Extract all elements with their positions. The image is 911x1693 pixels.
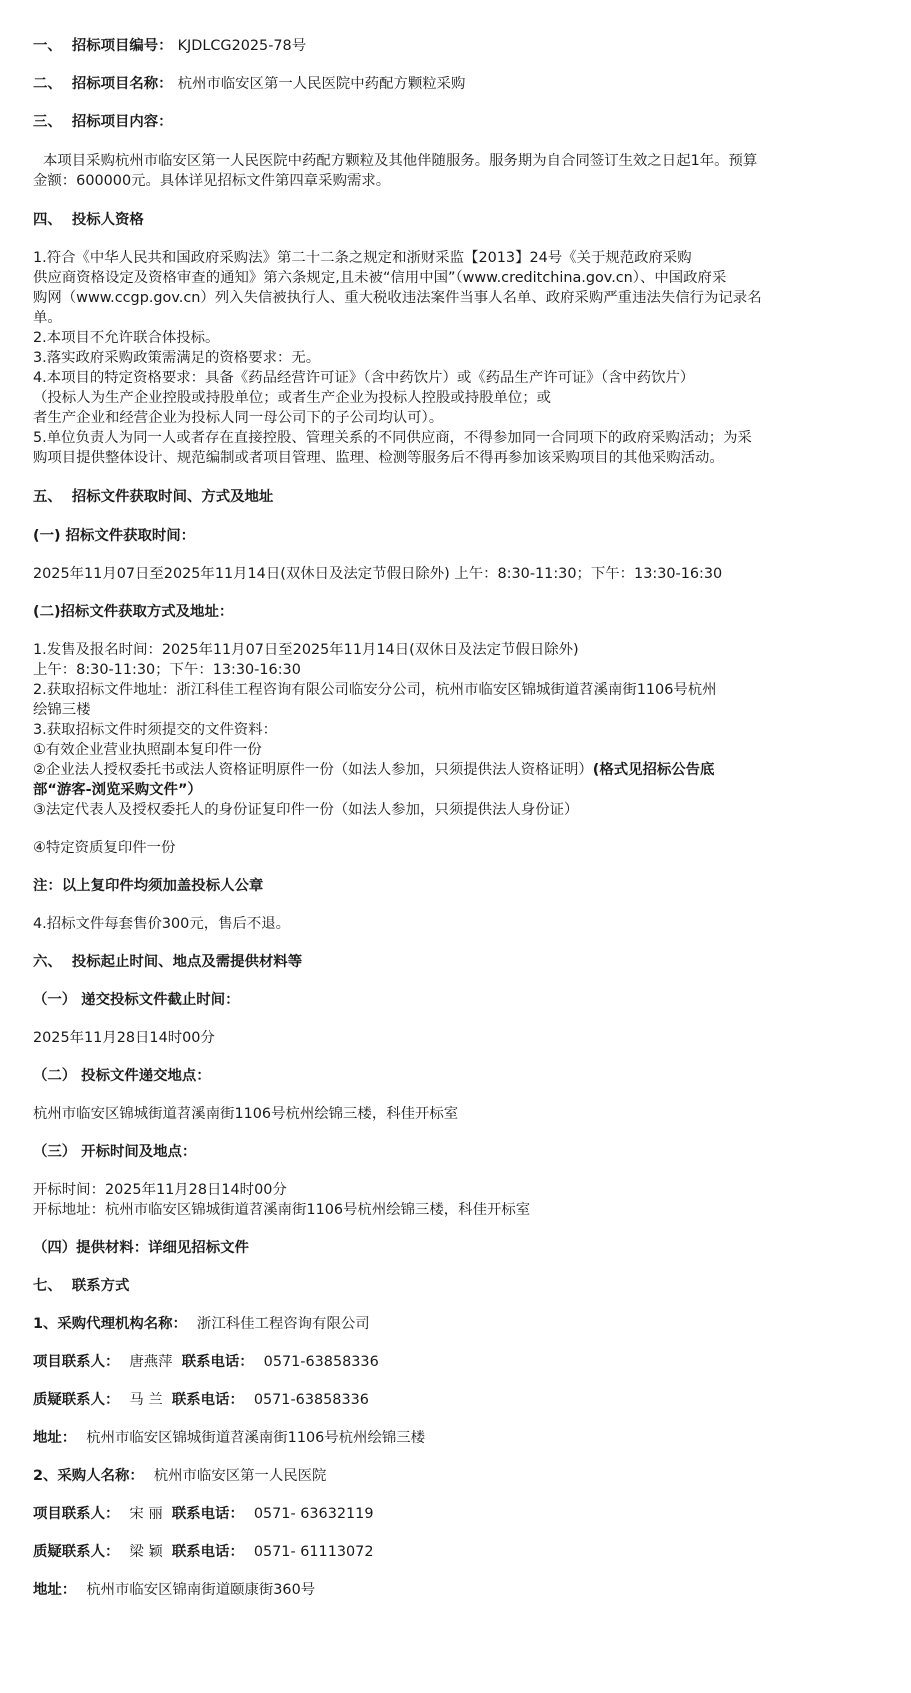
agency-line: 1、采购代理机构名称： 浙江科佳工程咨询有限公司	[33, 1316, 370, 1332]
subheading-opening: （三） 开标时间及地点：	[33, 1144, 197, 1160]
section-heading-contact: 七、 联系方式	[33, 1278, 130, 1294]
submit-place: 杭州市临安区锦城街道苕溪南街1106号杭州绘锦三楼，科佳开标室	[33, 1106, 459, 1122]
section-heading-documents: 五、 招标文件获取时间、方式及地址	[33, 489, 274, 505]
method-line: 3.获取招标文件时须提交的文件资料：	[33, 722, 277, 738]
obtain-time: 2025年11月07日至2025年11月14日(双休日及法定节假日除外) 上午：8:30-11:30；下午：13:30-16:30	[33, 566, 723, 582]
section-heading-bidding: 六、 投标起止时间、地点及需提供材料等	[33, 954, 303, 970]
section-heading-qualification: 四、 投标人资格	[33, 212, 144, 228]
method-line: 绘锦三楼	[33, 702, 91, 718]
qualification-line: 3.落实政府采购政策需满足的资格要求：无。	[33, 350, 321, 366]
project-number-line: 一、 招标项目编号： KJDLCG2025-78号	[33, 38, 307, 54]
agency-name: 浙江科佳工程咨询有限公司	[196, 1316, 370, 1332]
qualification-line: 2.本项目不允许联合体投标。	[33, 330, 220, 346]
deadline-value: 2025年11月28日14时00分	[33, 1030, 215, 1046]
section-heading-content: 三、 招标项目内容：	[33, 114, 173, 130]
qualification-line: 供应商资格设定及资格审查的通知》第六条规定,且未被“信用中国”（www.creditchina.gov.cn）、中国政府采	[33, 270, 727, 286]
method-line: ①有效企业营业执照副本复印件一份	[33, 742, 262, 758]
qualification-line: 1.符合《中华人民共和国政府采购法》第二十二条之规定和浙财采监【2013】24号《关于规范政府采购	[33, 250, 692, 266]
subheading-deadline: （一） 递交投标文件截止时间：	[33, 992, 240, 1008]
content-line: 金额：600000元。具体详见招标文件第四章采购需求。	[33, 173, 391, 189]
buyer-name: 杭州市临安区第一人民医院	[153, 1468, 327, 1484]
subheading-submit-place: （二） 投标文件递交地点：	[33, 1068, 211, 1084]
project-name-line: 二、 招标项目名称： 杭州市临安区第一人民医院中药配方颗粒采购	[33, 76, 466, 92]
buyer-query-contact: 质疑联系人： 梁 颖 联系电话： 0571- 61113072	[33, 1544, 374, 1560]
document-fee: 4.招标文件每套售价300元，售后不退。	[33, 916, 291, 932]
agency-query-contact: 质疑联系人： 马 兰 联系电话： 0571-63858336	[33, 1392, 369, 1408]
opening-address: 开标地址：杭州市临安区锦城街道苕溪南街1106号杭州绘锦三楼，科佳开标室	[33, 1202, 531, 1218]
agency-address: 地址： 杭州市临安区锦城街道苕溪南街1106号杭州绘锦三楼	[33, 1430, 426, 1446]
buyer-line: 2、采购人名称： 杭州市临安区第一人民医院	[33, 1468, 327, 1484]
qualification-line: 4.本项目的特定资格要求：具备《药品经营许可证》（含中药饮片）或《药品生产许可证》（含中药饮片）	[33, 370, 695, 386]
qualification-line: 购项目提供整体设计、规范编制或者项目管理、监理、检测等服务后不得再参加该采购项目的其他采购活动。	[33, 450, 724, 466]
method-line: 上午：8:30-11:30；下午：13:30-16:30	[33, 662, 301, 678]
qualification-line: 5.单位负责人为同一人或者存在直接控股、管理关系的不同供应商，不得参加同一合同项下的政府采购活动；为采	[33, 430, 752, 446]
subheading-materials: （四）提供材料：详细见招标文件	[33, 1240, 249, 1256]
qualification-line: 者生产企业和经营企业为投标人同一母公司下的子公司均认可）。	[33, 410, 444, 426]
method-line: ②企业法人授权委托书或法人资格证明原件一份（如法人参加，只须提供法人资格证明）(格式见招标公告底	[33, 762, 715, 778]
qualification-line: （投标人为生产企业控股或持股单位；或者生产企业为投标人控股或持股单位；或	[33, 390, 552, 406]
method-line: ③法定代表人及授权委托人的身份证复印件一份（如法人参加，只须提供法人身份证）	[33, 802, 579, 818]
buyer-project-contact: 项目联系人： 宋 丽 联系电话： 0571- 63632119	[33, 1506, 374, 1522]
method-line: ④特定资质复印件一份	[33, 840, 176, 856]
buyer-address: 地址： 杭州市临安区锦南街道颐康街360号	[33, 1582, 316, 1598]
stamp-note: 注：以上复印件均须加盖投标人公章	[33, 878, 264, 894]
method-line-bold: 部“游客-浏览采购文件”）	[33, 782, 202, 798]
subheading-method: (二)招标文件获取方式及地址：	[33, 604, 234, 620]
method-line: 2.获取招标文件地址：浙江科佳工程咨询有限公司临安分公司，杭州市临安区锦城街道苕溪南街1106号杭州	[33, 682, 717, 698]
project-number: KJDLCG2025-78号	[177, 38, 307, 54]
method-line: 1.发售及报名时间：2025年11月07日至2025年11月14日(双休日及法定节假日除外)	[33, 642, 579, 658]
content-line: 本项目采购杭州市临安区第一人民医院中药配方颗粒及其他伴随服务。服务期为自合同签订生效之日起1年。预算	[43, 153, 758, 169]
project-name: 杭州市临安区第一人民医院中药配方颗粒采购	[177, 76, 466, 92]
subheading-time: (一) 招标文件获取时间：	[33, 528, 196, 544]
agency-project-contact: 项目联系人： 唐燕萍 联系电话： 0571-63858336	[33, 1354, 379, 1370]
qualification-line: 购网（www.ccgp.gov.cn）列入失信被执行人、重大税收违法案件当事人名单、政府采购严重违法失信行为记录名	[33, 290, 762, 306]
qualification-line: 单。	[33, 310, 62, 326]
opening-time: 开标时间：2025年11月28日14时00分	[33, 1182, 287, 1198]
